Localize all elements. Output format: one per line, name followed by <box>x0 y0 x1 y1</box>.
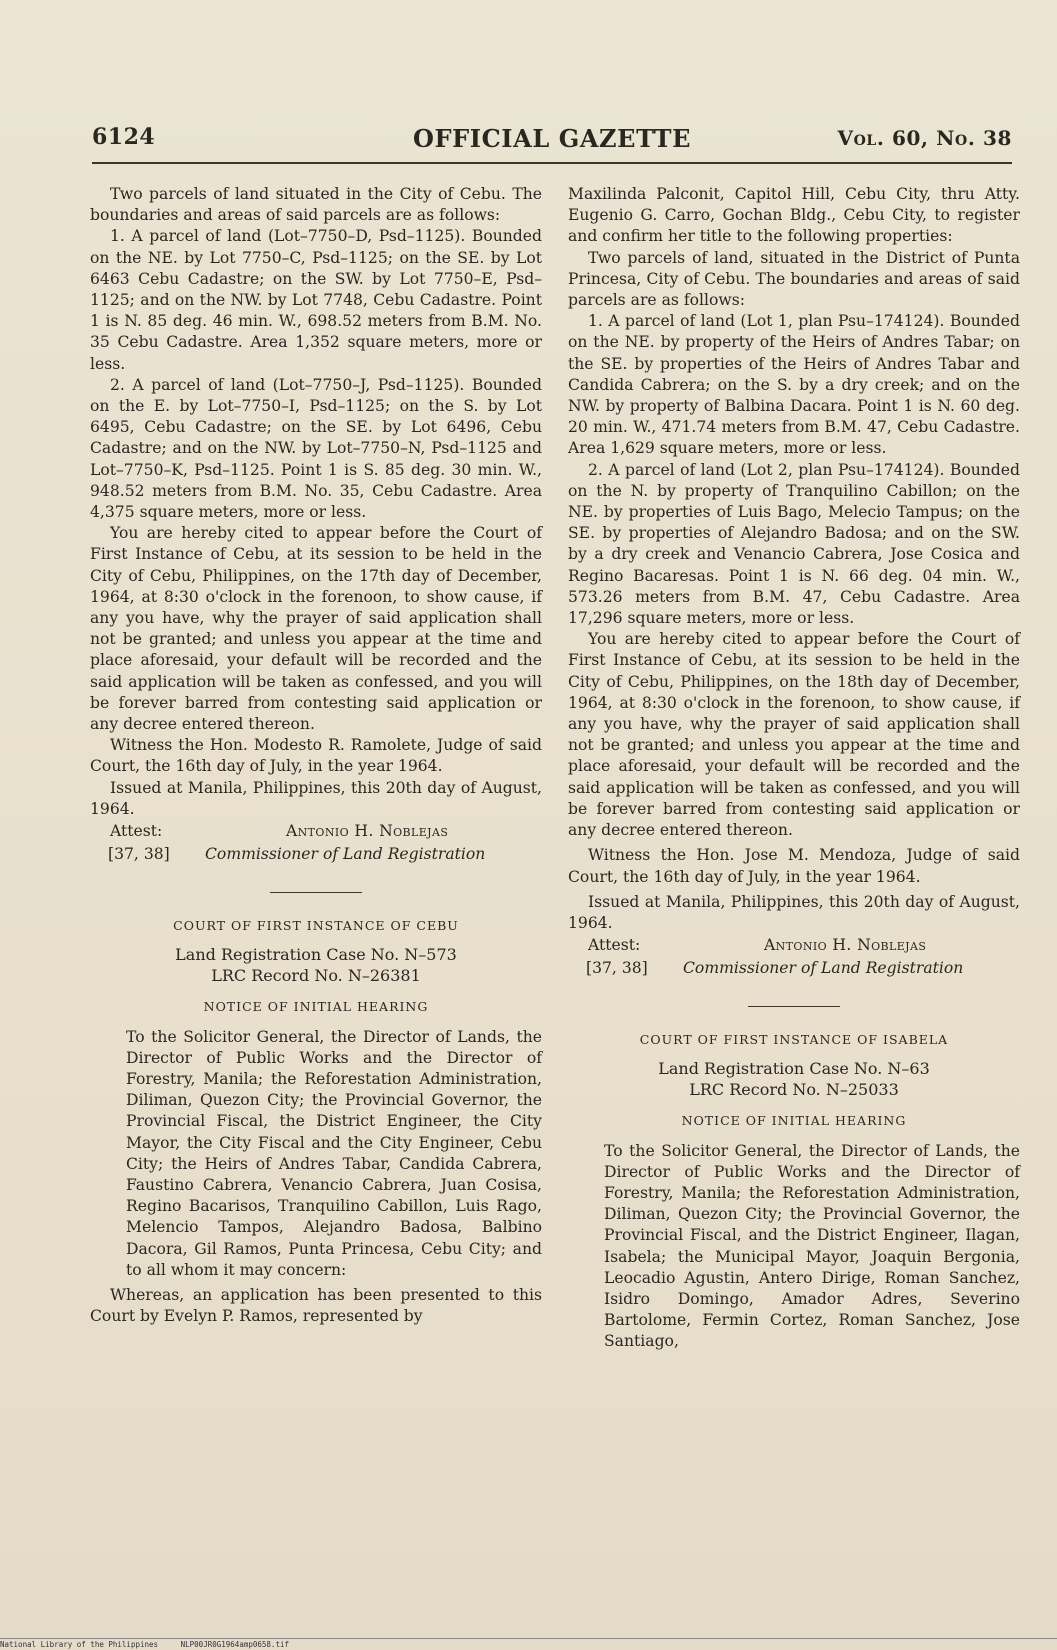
lrc-record-number: LRC Record No. N–25033 <box>689 1080 899 1100</box>
signature-row <box>568 958 1020 980</box>
commissioner-name: Antonio H. Noblejas <box>764 936 927 955</box>
parcels-intro: Two parcels of land, situated in the District of Punta Princesa, City of Cebu. The boundaries and areas of said parcels are as follows: <box>568 248 1020 310</box>
attest-row <box>90 821 542 843</box>
commissioner-office: Commissioner of Land Registration <box>683 959 964 978</box>
issue-serial: [37, 38] <box>586 959 648 978</box>
attest-row <box>568 935 1020 957</box>
right-column <box>568 184 1020 1353</box>
addressees-paragraph: To the Solicitor General, the Director of Lands, the Director of Public Works and the Director of Forestry, Manila; the Reforestation Administration, Diliman, Quezon City; the Provincial Governor, the Provincial Fiscal, the District Engineer, the City Mayor, the City Fiscal and the City Engineer, Cebu City; the Heirs of Andres Tabar, Candida Cabrera, Faustino Cabrera, Venancio Cabrera, Juan Cosisa, Regino Bacarisos, Tranquilino Cabillon, Luis Rago, Melencio Tampos, Alejandro Badosa, Balbino Dacora, Gil Ramos, Punta Princesa, Cebu City; and to all whom it may concern: <box>126 1027 542 1279</box>
header-rule <box>92 162 1012 164</box>
notice-heading: NOTICE OF INITIAL HEARING <box>681 1113 907 1129</box>
volume-number: Vol. 60, No. 38 <box>837 126 1012 150</box>
parcel-1-description: 1. A parcel of land (Lot 1, plan Psu–174124). Bounded on the NE. by property of the Heirs of Andres Tabar; on the SE. by properties of the Heirs of Andres Tabar and Candida Cabrera; on the S. by a dry creek; and on the NW. by property of Balbina Dacara. Point 1 is N. 60 deg. 20 min. W., 471.74 meters from B.M. 47, Cebu Cadastre. Area 1,629 square meters, more or less. <box>568 312 1020 458</box>
notice-heading: NOTICE OF INITIAL HEARING <box>203 999 429 1015</box>
whereas-paragraph: Whereas, an application has been presented to this Court by Evelyn P. Ramos, represented by <box>90 1285 542 1326</box>
citation-paragraph: You are hereby cited to appear before the Court of First Instance of Cebu, at its session to be held in the City of Cebu, Philippines, on the 17th day of December, 1964, at 8:30 o'clock in the forenoon, to show cause, if any you have, why the prayer of said application shall not be granted; and unless you appear at the time and place aforesaid, your default will be recorded and the said application will be taken as confessed, and you will be forever barred from contesting said application or any decree entered thereon. <box>90 524 542 734</box>
section-divider <box>748 1006 840 1007</box>
parcel-2-description: 2. A parcel of land (Lot 2, plan Psu–174124). Bounded on the N. by property of Tranquilino Cabillon; on the NE. by properties of Luis Bago, Melecio Tampus; on the SE. by properties of Alejandro Badosa; and on the SW. by a dry creek and Venancio Cabrera, Jose Cosica and Regino Bacaresas. Point 1 is N. 66 deg. 04 min. W., 573.26 meters from B.M. 47, Cebu Cadastre. Area 17,296 square meters, more or less. <box>568 460 1020 628</box>
attest-label: Attest: <box>588 936 641 955</box>
page-header <box>92 124 1012 158</box>
scan-credit: National Library of the Philippines NLP00JR0G1964amp0658.tif <box>0 1640 289 1649</box>
section-divider <box>270 892 362 893</box>
signature-row <box>90 844 542 866</box>
page-number: 6124 <box>92 124 156 150</box>
issue-serial: [37, 38] <box>108 845 170 864</box>
applicant-continuation: Maxilinda Palconit, Capitol Hill, Cebu City, thru Atty. Eugenio G. Carro, Gochan Bldg., Cebu City, to register and confirm her title to the following properties: <box>568 185 1020 246</box>
court-heading: COURT OF FIRST INSTANCE OF CEBU <box>173 918 459 934</box>
addressees-paragraph: To the Solicitor General, the Director of Lands, the Director of Public Works and the Director of Forestry, Manila; the Reforestation Administration, Diliman, Quezon City; the Provincial Governor, the Provincial Fiscal, and the District Engineer, Ilagan, Isabela; the Municipal Mayor, Joaquin Bergonia, Leocadio Agustin, Antero Dirige, Roman Sanchez, Isidro Domingo, Amador Adres, Severino Bartolome, Fermin Cortez, Roman Sanchez, Jose Santiago, <box>604 1141 1020 1351</box>
issued-paragraph: Issued at Manila, Philippines, this 20th day of August, 1964. <box>568 892 1020 932</box>
court-heading: COURT OF FIRST INSTANCE OF ISABELA <box>639 1032 949 1048</box>
commissioner-name: Antonio H. Noblejas <box>286 822 449 841</box>
left-column <box>90 184 542 1327</box>
case-number: Land Registration Case No. N–573 <box>175 945 457 965</box>
commissioner-office: Commissioner of Land Registration <box>205 845 486 864</box>
issued-paragraph: Issued at Manila, Philippines, this 20th day of August, 1964. <box>90 778 542 818</box>
attest-label: Attest: <box>110 822 163 841</box>
lrc-record-number: LRC Record No. N–26381 <box>211 966 421 986</box>
citation-paragraph: You are hereby cited to appear before the Court of First Instance of Cebu, at its session to be held in the City of Cebu, Philippines, on the 18th day of December, 1964, at 8:30 o'clock in the forenoon, to show cause, if any you have, why the prayer of said application shall not be granted; and unless you appear at the time and place aforesaid, your default will be recorded and the said application will be taken as confessed, and you will be forever barred from contesting said application or any decree entered thereon. <box>568 630 1020 840</box>
parcel-2-description: 2. A parcel of land (Lot–7750–J, Psd–1125). Bounded on the E. by Lot–7750–I, Psd–1125; on the S. by Lot 6495, Cebu Cadastre; on the SE. by Lot 6496, Cebu Cadastre; and on the NW. by Lot–7750–N, Psd–1125 and Lot–7750–K, Psd–1125. Point 1 is S. 85 deg. 30 min. W., 948.52 meters from B.M. No. 35, Cebu Cadastre. Area 4,375 square meters, more or less. <box>90 375 542 522</box>
case-number: Land Registration Case No. N–63 <box>658 1059 930 1079</box>
witness-paragraph: Witness the Hon. Jose M. Mendoza, Judge of said Court, the 16th day of July, in the year 1964. <box>568 846 1020 886</box>
parcel-1-description: 1. A parcel of land (Lot–7750–D, Psd–1125). Bounded on the NE. by Lot 7750–C, Psd–1125; on the SE. by Lot 6463 Cebu Cadastre; on the SW. by Lot 7750–E, Psd–1125; and on the NW. by Lot 7748, Cebu Cadastre. Point 1 is N. 85 deg. 46 min. W., 698.52 meters from B.M. No. 35 Cebu Cadastre. Area 1,352 square meters, more or less. <box>90 227 542 373</box>
publication-title: OFFICIAL GAZETTE <box>412 124 692 153</box>
witness-paragraph: Witness the Hon. Modesto R. Ramolete, Judge of said Court, the 16th day of July, in the year 1964. <box>90 736 542 776</box>
parcels-intro: Two parcels of land situated in the City of Cebu. The boundaries and areas of said parcels are as follows: <box>90 185 542 225</box>
footer-rule <box>0 1638 1057 1639</box>
